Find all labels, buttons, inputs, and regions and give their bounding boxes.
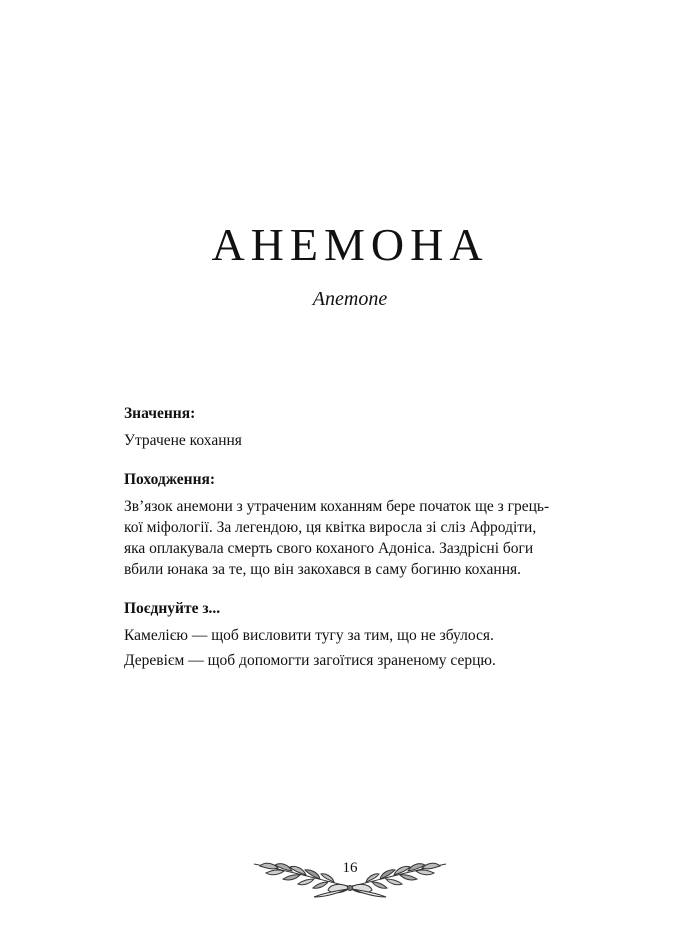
flower-title: АНЕМОНА — [211, 219, 489, 270]
page-footer — [0, 852, 700, 902]
flower-description — [124, 403, 594, 689]
origin-heading: Походження: — [124, 471, 216, 488]
page-number: 16 — [342, 860, 358, 876]
meaning-text: Утрачене кохання — [124, 432, 242, 449]
meaning-heading: Значення: — [124, 405, 196, 422]
origin-section — [124, 469, 594, 580]
origin-line: Зв’язок анемони з утраченим коханням бере початок ще з грець- — [124, 498, 550, 515]
combine-item: Деревієм — щоб допомогти загоїтися зраненому серцю. — [124, 652, 496, 669]
latin-name: Anemone — [312, 288, 388, 310]
combine-list — [124, 625, 594, 671]
origin-text — [124, 496, 594, 580]
combine-section — [124, 598, 594, 671]
combine-heading: Поєднуйте з... — [124, 600, 221, 617]
origin-line: яка оплакувала смерть свого коханого Адоніса. Заздрісні боги — [124, 540, 534, 557]
meaning-section — [124, 403, 594, 451]
origin-line: кої міфології. За легендою, ця квітка виросла зі сліз Афродіти, — [124, 519, 537, 536]
origin-line: вбили юнака за те, що він закохався в саму богиню кохання. — [124, 561, 522, 578]
combine-item: Камелією — щоб висловити тугу за тим, що не збулося. — [124, 627, 494, 644]
